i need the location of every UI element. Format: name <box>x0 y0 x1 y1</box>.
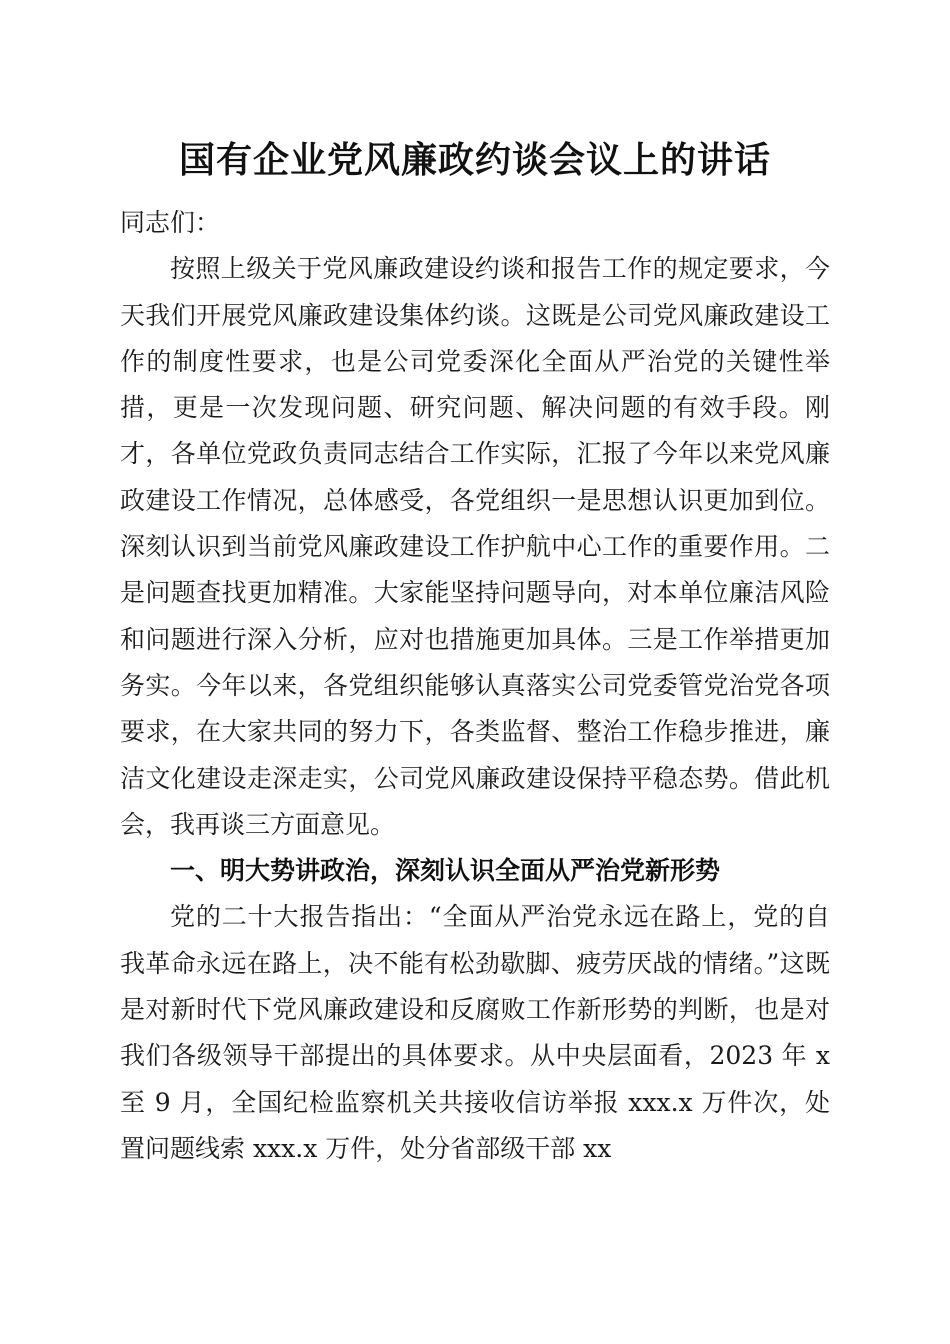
salutation: 同志们： <box>120 208 221 237</box>
paragraph-section-1: 党的二十大报告指出：“全面从严治党永远在路上，党的自我革命永远在路上，决不能有松劲歇脚、疲劳厌战的情绪。”这既是对新时代下党风廉政建设和反腐败工作新形势的判断，也是对我们各级领导干部提出的具体要求。从中央层面看，2023 年 x 至 9 月，全国纪检监察机关共接收信访举报 xxx.x 万件次，处置问题线索 xxx.x 万件，处分省部级干部 xx <box>120 902 830 1163</box>
document-body <box>120 200 830 1172</box>
paragraph-intro: 按照上级关于党风廉政建设约谈和报告工作的规定要求，今天我们开展党风廉政建设集体约谈。这既是公司党风廉政建设工作的制度性要求，也是公司党委深化全面从严治党的关键性举措，更是一次发现问题、研究问题、解决问题的有效手段。刚才，各单位党政负责同志结合工作实际，汇报了今年以来党风廉政建设工作情况，总体感受，各党组织一是思想认识更加到位。深刻认识到当前党风廉政建设工作护航中心工作的重要作用。二是问题查找更加精准。大家能坚持问题导向，对本单位廉洁风险和问题进行深入分析，应对也措施更加具体。三是工作举措更加务实。今年以来，各党组织能够认真落实公司党委管党治党各项要求，在大家共同的努力下，各类监督、整治工作稳步推进，廉洁文化建设走深走实，公司党风廉政建设保持平稳态势。借此机会，我再谈三方面意见。 <box>120 254 830 839</box>
section-heading-1: 一、明大势讲政治，深刻认识全面从严治党新形势 <box>170 856 721 886</box>
document-title: 国有企业党风廉政约谈会议上的讲话 <box>178 139 771 181</box>
